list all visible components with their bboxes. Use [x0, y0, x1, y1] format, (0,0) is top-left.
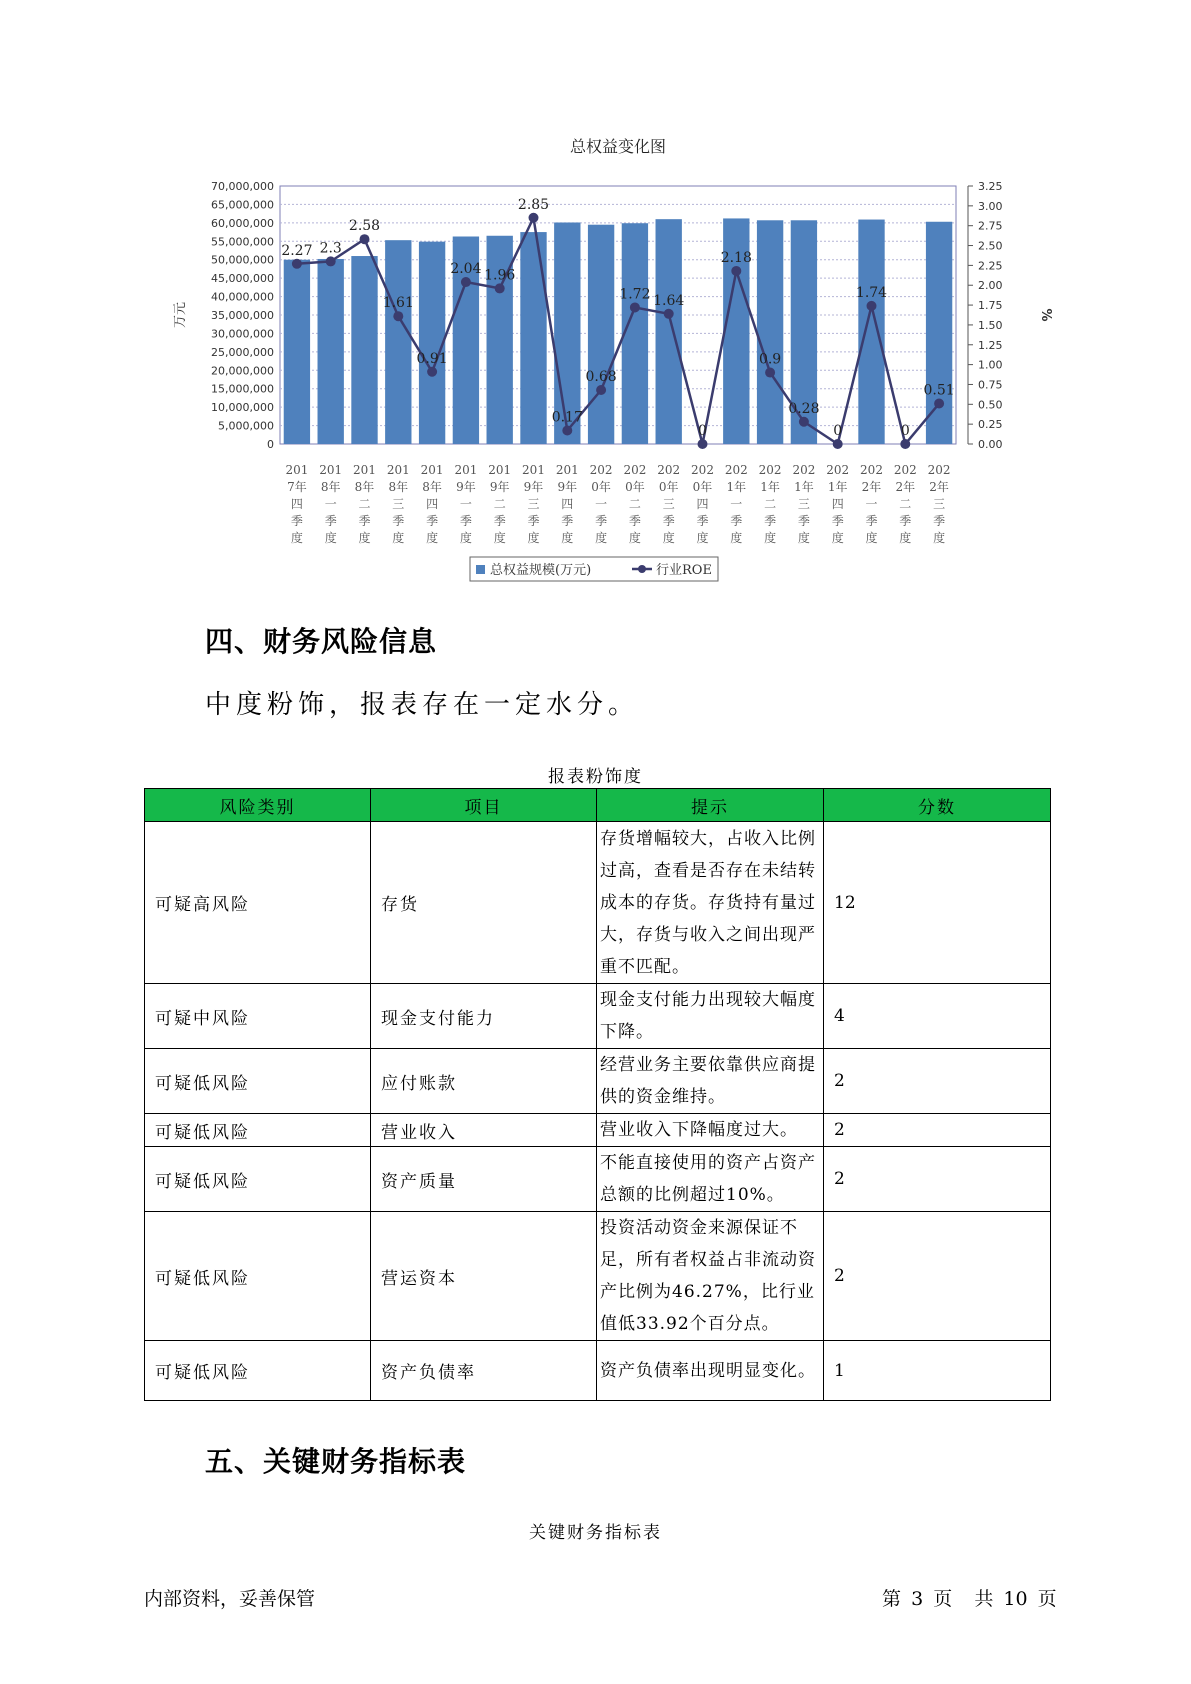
y-tick-label: 15,000,000	[211, 382, 274, 396]
y2-tick-label: 1.75	[978, 299, 1003, 313]
roe-point	[934, 399, 944, 409]
roe-data-label: 2.58	[348, 218, 381, 235]
x-tick-label: 度	[358, 531, 371, 545]
x-tick-label: 季	[933, 514, 946, 528]
legend-label-line: 行业ROE	[656, 563, 712, 578]
x-tick-label: 9年	[456, 480, 476, 494]
x-tick-label: 度	[831, 531, 844, 545]
x-tick-label: 201	[555, 463, 579, 477]
x-tick-label: 201	[522, 463, 545, 477]
section-heading-key-indicators: 五、关键财务指标表	[205, 1445, 467, 1478]
x-tick-label: 三	[662, 497, 675, 511]
x-tick-label: 季	[797, 514, 810, 528]
bar	[858, 220, 884, 444]
roe-point	[427, 367, 437, 377]
table-row	[145, 1212, 1051, 1341]
y-tick-label: 65,000,000	[211, 198, 274, 212]
column-header: 项目	[371, 789, 597, 822]
x-tick-label: 9年	[557, 480, 578, 494]
y-tick-label: 45,000,000	[211, 272, 274, 286]
y2-tick-label: 3.00	[978, 199, 1003, 213]
risk-tip-cell: 营业收入下降幅度过大。	[597, 1114, 824, 1147]
x-tick-label: 1年	[827, 480, 848, 494]
table-row	[145, 1049, 1051, 1114]
risk-tip-cell: 经营业务主要依靠供应商提供的资金维持。	[597, 1049, 824, 1114]
x-tick-label: 二	[493, 497, 506, 511]
risk-category-cell: 可疑低风险	[145, 1049, 371, 1114]
x-tick-label: 一	[730, 497, 743, 511]
x-tick-label: 度	[933, 531, 946, 545]
y2-tick-label: 0.50	[978, 398, 1003, 412]
roe-point	[292, 259, 302, 269]
x-tick-label: 9年	[523, 480, 544, 494]
x-tick-label: 201	[353, 463, 376, 477]
y-tick-label: 25,000,000	[211, 345, 274, 359]
x-tick-label: 0年	[625, 480, 645, 494]
roe-data-label: 0.68	[585, 369, 617, 386]
roe-data-label: 0.9	[758, 351, 782, 368]
roe-data-label: 1.96	[484, 267, 516, 284]
roe-point	[664, 309, 674, 319]
x-tick-label: 度	[696, 531, 709, 545]
y-axis-label: 万元	[173, 301, 188, 329]
x-tick-label: 一	[324, 497, 337, 511]
x-tick-label: 四	[561, 497, 574, 511]
x-tick-label: 一	[595, 497, 608, 511]
risk-item-cell: 应付账款	[371, 1049, 597, 1114]
x-tick-label: 8年	[320, 480, 341, 494]
x-tick-label: 0年	[591, 480, 611, 494]
x-tick-label: 二	[899, 497, 912, 511]
x-tick-label: 三	[933, 497, 946, 511]
y-tick-label: 35,000,000	[211, 309, 274, 322]
x-tick-label: 1年	[726, 480, 747, 494]
x-tick-label: 季	[426, 514, 439, 528]
x-tick-label: 202	[792, 463, 816, 477]
bar	[656, 219, 682, 444]
x-tick-label: 0年	[658, 480, 679, 494]
roe-data-label: 0.17	[551, 409, 583, 426]
x-tick-label: 202	[893, 463, 917, 477]
page-label: 页	[1037, 1588, 1057, 1610]
bar	[520, 232, 546, 444]
x-tick-label: 四	[290, 497, 303, 511]
x-tick-label: 度	[493, 531, 506, 545]
legend-swatch-bar	[476, 565, 485, 574]
y2-tick-label: 1.25	[978, 338, 1003, 352]
roe-point	[596, 385, 606, 395]
x-tick-label: 季	[561, 514, 574, 528]
x-tick-label: 季	[730, 514, 743, 528]
x-tick-label: 季	[324, 514, 337, 528]
x-tick-label: 三	[392, 497, 405, 511]
y2-tick-label: 0.00	[978, 438, 1003, 451]
roe-data-label: 0	[900, 423, 910, 439]
x-tick-label: 度	[865, 531, 878, 545]
footer-confidential: 内部资料，妥善保管	[144, 1588, 316, 1610]
roe-data-label: 0	[698, 423, 707, 439]
x-tick-label: 201	[319, 463, 343, 477]
page-current: 3	[911, 1588, 924, 1610]
roe-data-label: 2.04	[450, 261, 482, 278]
y2-tick-label: 1.50	[978, 318, 1003, 332]
risk-item-cell: 资产质量	[371, 1147, 597, 1212]
risk-item-cell: 营业收入	[371, 1114, 597, 1147]
x-tick-label: 三	[797, 497, 810, 511]
page-total: 10	[1003, 1588, 1028, 1610]
x-tick-label: 度	[290, 531, 303, 545]
y2-tick-label: 0.25	[978, 418, 1003, 432]
roe-point	[900, 439, 910, 449]
x-tick-label: 季	[595, 514, 608, 528]
roe-point	[867, 301, 877, 311]
risk-score-cell: 4	[824, 984, 1051, 1049]
bar	[284, 260, 310, 444]
y-tick-label: 55,000,000	[211, 235, 274, 249]
y-tick-label: 5,000,000	[218, 419, 274, 433]
table-caption-risk: 报表粉饰度	[548, 767, 643, 787]
equity-chart	[170, 130, 1053, 600]
bar	[318, 259, 344, 444]
page-label: 第	[882, 1588, 902, 1610]
risk-tip-cell: 投资活动资金来源保证不足，所有者权益占非流动资产比例为46.27%，比行业值低33.92个百分点。	[597, 1212, 824, 1341]
footer-page-number	[882, 1584, 1061, 1611]
x-tick-label: 201	[454, 463, 478, 477]
roe-point	[833, 439, 843, 449]
x-tick-label: 季	[459, 514, 472, 528]
x-tick-label: 度	[324, 531, 337, 545]
risk-category-cell: 可疑中风险	[145, 984, 371, 1049]
x-tick-label: 度	[899, 531, 912, 545]
risk-item-cell: 现金支付能力	[371, 984, 597, 1049]
x-tick-label: 202	[691, 463, 714, 477]
risk-item-cell: 存货	[371, 822, 597, 984]
x-tick-label: 度	[797, 531, 810, 545]
roe-point	[698, 439, 708, 449]
risk-tip-cell: 不能直接使用的资产占资产总额的比例超过10%。	[597, 1147, 824, 1212]
roe-data-label: 2.3	[319, 240, 342, 257]
roe-data-label: 0	[833, 423, 843, 439]
x-tick-label: 8年	[422, 480, 442, 494]
risk-category-cell: 可疑低风险	[145, 1114, 371, 1147]
roe-point	[495, 283, 505, 293]
risk-score-cell: 2	[824, 1049, 1051, 1114]
bar	[385, 240, 411, 444]
x-tick-label: 7年	[287, 480, 307, 494]
roe-point	[326, 256, 336, 266]
x-tick-label: 季	[764, 514, 777, 528]
risk-item-cell: 营运资本	[371, 1212, 597, 1341]
x-tick-label: 8年	[354, 480, 375, 494]
chart-title: 总权益变化图	[569, 137, 667, 156]
x-tick-label: 二	[628, 497, 641, 511]
y-tick-label: 70,000,000	[211, 180, 274, 193]
y2-axis-label: %	[1038, 308, 1053, 322]
table-header-row	[145, 789, 1051, 822]
roe-point	[630, 302, 640, 312]
risk-item-cell: 资产负债率	[371, 1341, 597, 1401]
bar	[351, 256, 377, 444]
column-header: 分数	[824, 789, 1051, 822]
x-tick-label: 202	[657, 463, 681, 477]
table-row	[145, 1114, 1051, 1147]
x-tick-label: 季	[527, 514, 540, 528]
x-tick-label: 季	[662, 514, 675, 528]
x-tick-label: 9年	[489, 480, 510, 494]
x-tick-label: 度	[595, 531, 608, 545]
x-tick-label: 202	[589, 463, 613, 477]
risk-category-cell: 可疑低风险	[145, 1212, 371, 1341]
x-tick-label: 度	[459, 531, 472, 545]
y-tick-label: 50,000,000	[211, 253, 274, 267]
x-tick-label: 季	[899, 514, 912, 528]
risk-table	[144, 788, 1051, 1401]
roe-data-label: 1.61	[382, 295, 414, 312]
x-tick-label: 季	[831, 514, 844, 528]
risk-tip-cell: 资产负债率出现明显变化。	[597, 1341, 824, 1401]
x-tick-label: 度	[628, 531, 641, 545]
y2-tick-label: 3.25	[978, 180, 1003, 193]
roe-data-label: 1.72	[619, 286, 651, 303]
x-tick-label: 202	[860, 463, 883, 477]
x-tick-label: 2年	[895, 480, 916, 494]
y-tick-label: 0	[267, 438, 274, 451]
x-tick-label: 2年	[861, 480, 882, 494]
roe-data-label: 2.18	[720, 249, 752, 266]
table-row	[145, 1147, 1051, 1212]
page-label: 页	[933, 1588, 953, 1610]
x-tick-label: 季	[358, 514, 371, 528]
risk-category-cell: 可疑高风险	[145, 822, 371, 984]
x-tick-label: 度	[730, 531, 743, 545]
table-caption-key-indicators: 关键财务指标表	[529, 1523, 662, 1543]
risk-tip-cell: 存货增幅较大，占收入比例过高，查看是否存在未结转成本的存货。存货持有量过大，存货与收入之间出现严重不匹配。	[597, 822, 824, 984]
y2-tick-label: 1.00	[978, 358, 1003, 372]
roe-point	[529, 213, 539, 223]
x-tick-label: 202	[623, 463, 647, 477]
roe-data-label: 1.74	[855, 284, 888, 301]
x-tick-label: 季	[290, 514, 303, 528]
table-row	[145, 822, 1051, 984]
y-tick-label: 10,000,000	[211, 401, 274, 415]
table-row	[145, 1341, 1051, 1401]
column-header: 提示	[597, 789, 824, 822]
x-tick-label: 201	[420, 463, 444, 477]
x-tick-label: 季	[493, 514, 506, 528]
x-tick-label: 度	[662, 531, 675, 545]
roe-data-label: 2.85	[517, 196, 550, 213]
bar	[622, 223, 648, 444]
y2-tick-label: 0.75	[978, 378, 1003, 392]
x-tick-label: 1年	[794, 480, 814, 494]
roe-data-label: 0.91	[416, 350, 448, 367]
legend-label-bar: 总权益规模(万元)	[490, 563, 592, 578]
x-tick-label: 202	[724, 463, 748, 477]
roe-point	[799, 417, 809, 427]
roe-data-label: 2.27	[281, 242, 313, 259]
x-tick-label: 二	[764, 497, 777, 511]
x-tick-label: 202	[758, 463, 782, 477]
y-tick-label: 20,000,000	[211, 364, 274, 378]
x-tick-label: 四	[696, 497, 709, 511]
y-tick-label: 60,000,000	[211, 216, 274, 230]
x-tick-label: 季	[865, 514, 878, 528]
x-tick-label: 度	[764, 531, 777, 545]
roe-point	[562, 426, 572, 436]
legend-swatch-point	[638, 565, 646, 573]
y-tick-label: 40,000,000	[211, 290, 274, 304]
roe-point	[731, 266, 741, 276]
y2-tick-label: 2.50	[978, 239, 1003, 253]
x-tick-label: 季	[628, 514, 641, 528]
x-tick-label: 度	[392, 531, 405, 545]
page-label: 共	[974, 1588, 994, 1610]
x-tick-label: 202	[927, 463, 951, 477]
x-tick-label: 202	[826, 463, 850, 477]
x-tick-label: 201	[386, 463, 410, 477]
x-tick-label: 8年	[388, 480, 409, 494]
x-tick-label: 一	[459, 497, 472, 511]
x-tick-label: 度	[426, 531, 439, 545]
y2-tick-label: 2.00	[978, 279, 1003, 293]
roe-point	[461, 277, 471, 287]
x-tick-label: 度	[527, 531, 540, 545]
risk-score-cell: 2	[824, 1114, 1051, 1147]
roe-data-label: 0.28	[788, 400, 820, 417]
x-tick-label: 2年	[929, 480, 949, 494]
risk-score-cell: 12	[824, 822, 1051, 984]
column-header: 风险类别	[145, 789, 371, 822]
x-tick-label: 1年	[760, 480, 780, 494]
risk-score-cell: 1	[824, 1341, 1051, 1401]
x-tick-label: 四	[831, 497, 844, 511]
x-tick-label: 201	[488, 463, 512, 477]
x-tick-label: 四	[426, 497, 439, 511]
x-tick-label: 一	[865, 497, 878, 511]
y-tick-label: 30,000,000	[211, 327, 274, 341]
bar	[757, 220, 783, 444]
roe-point	[765, 368, 775, 378]
x-tick-label: 季	[696, 514, 709, 528]
x-tick-label: 度	[561, 531, 574, 545]
bar	[926, 222, 952, 444]
equity-chart-svg	[170, 130, 1053, 600]
x-tick-label: 201	[285, 463, 309, 477]
x-tick-label: 二	[358, 497, 371, 511]
roe-point	[393, 311, 403, 321]
roe-data-label: 1.64	[653, 292, 685, 309]
bar	[419, 242, 445, 444]
risk-score-cell: 2	[824, 1212, 1051, 1341]
x-tick-label: 三	[527, 497, 540, 511]
y2-tick-label: 2.25	[978, 259, 1003, 273]
risk-category-cell: 可疑低风险	[145, 1341, 371, 1401]
risk-tip-cell: 现金支付能力出现较大幅度下降。	[597, 984, 824, 1049]
y2-tick-label: 2.75	[978, 219, 1003, 233]
section-heading-risk: 四、财务风险信息	[205, 625, 438, 658]
table-row	[145, 984, 1051, 1049]
roe-point	[360, 234, 370, 244]
risk-score-cell: 2	[824, 1147, 1051, 1212]
x-tick-label: 季	[392, 514, 405, 528]
risk-summary: 中度粉饰，报表存在一定水分。	[205, 690, 640, 720]
bar	[588, 225, 614, 444]
x-tick-label: 0年	[692, 480, 713, 494]
roe-data-label: 0.51	[923, 382, 955, 399]
risk-category-cell: 可疑低风险	[145, 1147, 371, 1212]
